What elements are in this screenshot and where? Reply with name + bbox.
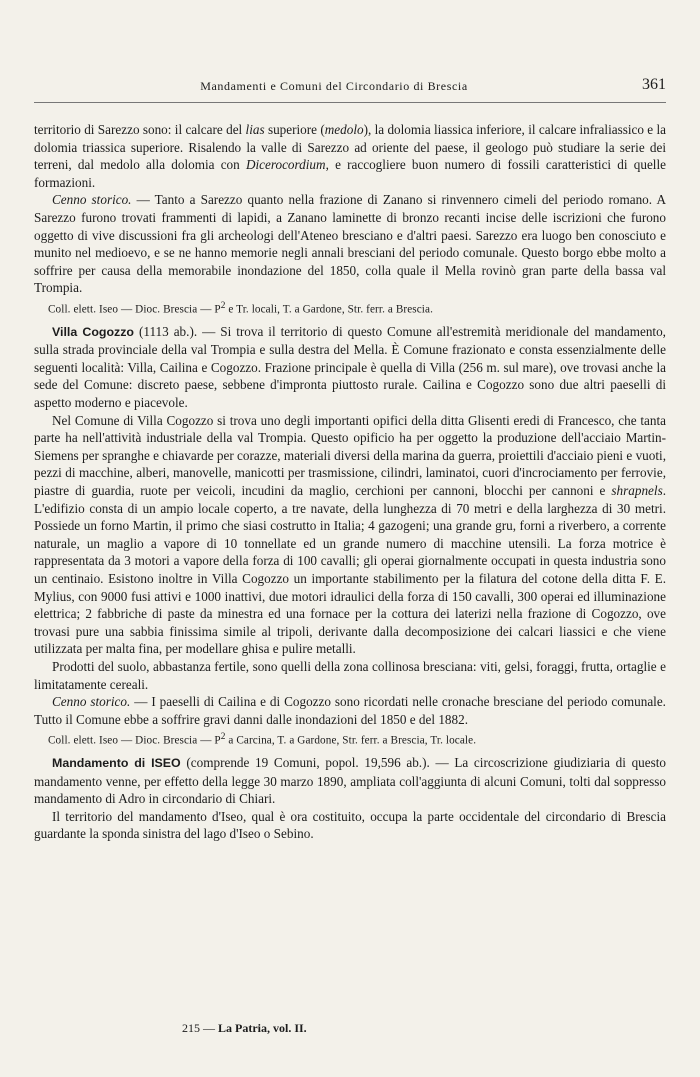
entry-villa-cogozzo: Villa Cogozzo (1113 ab.). — Si trova il territorio di questo Comune all'estremità meridionale del mandamento, sulla strada provinciale della val Trompia e sulla destra del Mella. È Comune frazionato e consta essenzialmente delle seguenti località: Villa, Cailina e Cogozzo. Frazione principale è quella di Villa (256 m. sul mare), ove trovasi anche la sede del Comune: discreto paese, sebbene d'impronta piuttosto rurale. Cailina e Cogozzo sono due altri paeselli di aspetto moderno e piacevole. (34, 323, 666, 411)
page-number: 361 (642, 76, 666, 93)
paragraph-industry: Nel Comune di Villa Cogozzo si trova uno degli importanti opifici della ditta Glisenti eredi di Francesco, che tanta parte ha nell'attività industriale della val Trompia. Questo opificio ha per oggetto la produzione dell'acciaio Martin-Siemens per spranghe e chiavarde per corazze, materiali diversi della marina da guerra, proiettili d'acciaio pieni e vuoti, pezzi di macchine, alberi, manovelle, manicotti per trasmissione, cilindri, laminatoi, cuori d'incrociamento per ferrovie, piastre di guardia, ruote per veicoli, incudini da maglio, cerchioni per cannoni, blocchi per cannoni e shrapnels. L'edifizio consta di un ampio locale coperto, a tre navate, della lunghezza di 70 metri e della larghezza di 30 metri. Possiede un forno Martin, il primo che siasi costrutto in Italia; 4 gazogeni; una grande gru, forni a riverbero, a corrente naturale, un maglio a vapore di 10 tonnellate ed un grande numero di macchine utensili. La forza motrice è rappresentata da 3 motori a vapore della forza di 100 cavalli; gli operai giornalmente occupati in questa industria sono un centinaio. Esistono inoltre in Villa Cogozzo un importante stabilimento per la filatura del cotone della ditta F. E. Mylius, con 9000 fusi attivi e 1000 inattivi, due motori idraulici della forza di 150 cavalli, 300 operai ed illuminazione elettrica; 2 fabbriche di paste da minestra ed una fornace per la cottura dei laterizi nella frazione di Cogozzo, ove trovasi pure una sabbia finissima simile al tripoli, derivante dalla decomposizione dei calcari liassici e che viene utilizzata per malta fina, per modellare ghisa e pulire metalli. (34, 412, 666, 657)
page-header (34, 76, 666, 98)
page-footer (182, 1021, 307, 1036)
electoral-note-sarezzo: Coll. elett. Iseo — Dioc. Brescia — $P^2$ e Tr. locali, T. a Gardone, Str. ferr. a Brescia. (48, 300, 433, 316)
header-rule (34, 102, 666, 103)
printer-signature: 215 — (182, 1021, 215, 1035)
paragraph-geology: territorio di Sarezzo sono: il calcare del lias superiore (medolo), la dolomia liassica inferiore, il calcare infraliassico e la dolomia triassica superiore. Risalendo la valle di Sarezzo ad oriente del paese, il geologo può studiare la serie dei terreni, dal medolo alla dolomia con Dicerocordium, e raccogliere buon numero di fossili caratteristici di quelle formazioni. (34, 122, 666, 190)
paragraph-history-sarezzo: Cenno storico. — Tanto a Sarezzo quanto nella frazione di Zanano si rinvennero cimeli del periodo romano. A Sarezzo furono trovati frammenti di lapidi, a Zanano laminette di bronzo recanti incise delle iscrizioni che furono oggetto di vive discussioni fra gli archeologi dell'Ateneo bresciano e d'altri paesi. Sarezzo era luogo ben conosciuto e munito nel medioevo, e se ne hanno memorie negli annali bresciani del periodo comunale. Questo borgo ebbe molto a soffrire per causa della memorabile inondazione del 1850, colla quale il Mella rovinò gran parte della bassa val Trompia. (34, 192, 666, 296)
section-label: Cenno storico. (52, 694, 131, 710)
entry-title: Mandamento di ISEO (52, 756, 181, 771)
paragraph-products: Prodotti del suolo, abbastanza fertile, sono quelli della zona collinosa bresciana: viti, gelsi, foraggi, frutta, ortaglie e limitatamente cereali. (34, 658, 666, 692)
page-body (34, 121, 666, 843)
paragraph-iseo-territory: Il territorio del mandamento d'Iseo, qual è ora costituito, occupa la parte occidentale del circondario di Brescia guardante la sponda sinistra del lago d'Iseo o Sebino. (34, 808, 666, 842)
paragraph-history-cogozzo: Cenno storico. — I paeselli di Cailina e di Cogozzo sono ricordati nelle cronache bresciane del periodo comunale. Tutto il Comune ebbe a soffrire gravi danni dalle inondazioni del 1850 e del 1882. (34, 694, 666, 727)
section-label: Cenno storico. (52, 192, 132, 208)
running-title: Mandamenti e Comuni del Circondario di Brescia (200, 79, 468, 93)
volume-title: La Patria, vol. II. (218, 1021, 307, 1035)
entry-title: Villa Cogozzo (52, 324, 134, 339)
electoral-note-cogozzo: Coll. elett. Iseo — Dioc. Brescia — $P^2$ a Carcina, T. a Gardone, Str. ferr. a Brescia, Tr. locale. (48, 732, 477, 748)
entry-mandamento-iseo: Mandamento di ISEO (comprende 19 Comuni, popol. 19,596 ab.). — La circoscrizione giudiziaria di questo mandamento venne, per effetto della legge 30 marzo 1890, ampliata coll'aggiunta di alcuni Comuni, tolti dal soppresso mandamento di Adro in circondario di Chiari. (34, 755, 667, 807)
